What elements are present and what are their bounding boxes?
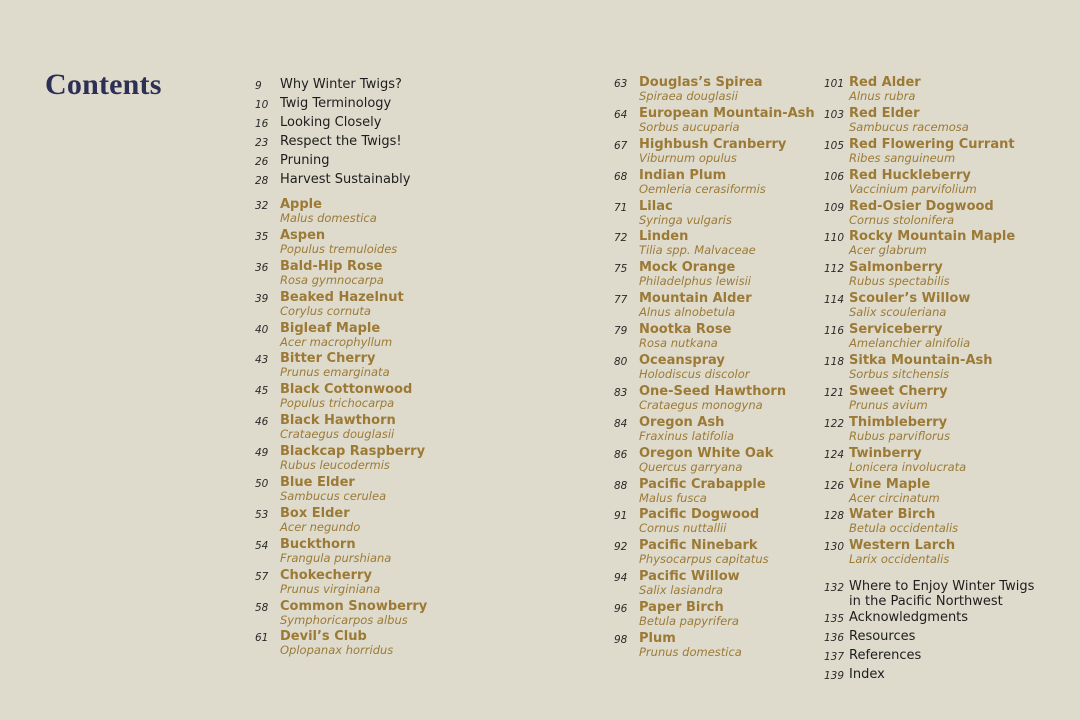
toc-entry[interactable]: [255, 152, 427, 171]
page-number: 118: [824, 356, 845, 369]
toc-plant-entry[interactable]: [824, 107, 1034, 138]
toc-entry[interactable]: [824, 609, 1034, 628]
toc-plant-entry[interactable]: [614, 200, 815, 231]
plant-latin-name: Malus fusca: [639, 490, 707, 505]
toc-plant-entry[interactable]: [255, 322, 427, 353]
page-number: 124: [824, 448, 845, 461]
toc-plant-entry[interactable]: [614, 570, 815, 601]
plant-latin-name: Sorbus sitchensis: [849, 367, 950, 382]
entry-title: Looking Closely: [280, 115, 382, 130]
toc-plant-entry[interactable]: [614, 478, 815, 509]
page-number: 83: [614, 386, 628, 399]
page-number: 130: [824, 541, 845, 554]
plant-latin-name: Crataegus monogyna: [639, 397, 763, 412]
plant-common-name: Box Elder: [280, 505, 350, 521]
page-number: 45: [255, 385, 269, 398]
plant-common-name: Bitter Cherry: [280, 351, 376, 367]
toc-plant-entry[interactable]: [824, 200, 1034, 231]
toc-plant-entry[interactable]: [824, 138, 1034, 169]
plant-latin-name: Sambucus racemosa: [849, 119, 969, 134]
page-number: 77: [614, 294, 628, 307]
entry-title: References: [849, 648, 922, 664]
plant-latin-name: Malus domestica: [280, 211, 377, 225]
toc-plant-entry[interactable]: [824, 385, 1034, 416]
plant-latin-name: Acer circinatum: [849, 490, 940, 505]
page-number: 136: [824, 632, 845, 645]
toc-plant-entry[interactable]: [614, 323, 815, 354]
entry-title: Twig Terminology: [280, 96, 392, 111]
plant-common-name: Pacific Willow: [639, 569, 740, 585]
page-number: 139: [824, 670, 845, 683]
plant-common-name: Bigleaf Maple: [280, 320, 381, 336]
plant-latin-name: Prunus emarginata: [280, 365, 390, 380]
plant-common-name: Black Hawthorn: [280, 413, 396, 429]
plant-common-name: Chokecherry: [280, 567, 372, 583]
page-number: 121: [824, 386, 845, 399]
page-number: 105: [824, 139, 845, 152]
plant-common-name: Salmonberry: [849, 260, 943, 276]
plant-latin-name: Ribes sanguineum: [849, 150, 956, 165]
page-number: 88: [614, 479, 628, 492]
page-number: 68: [614, 170, 628, 183]
entry-title: Where to Enjoy Winter Twigs: [849, 579, 1035, 595]
page-number: 49: [255, 447, 269, 460]
toc-plant-entry[interactable]: [255, 291, 427, 322]
toc-plant-entry[interactable]: [614, 354, 815, 385]
plant-latin-name: Symphoricarpos albus: [280, 612, 408, 627]
toc-plant-entry[interactable]: [614, 261, 815, 292]
plant-common-name: Thimbleberry: [849, 414, 948, 430]
page-number: 61: [255, 632, 269, 645]
entry-title: Respect the Twigs!: [280, 134, 402, 149]
entry-title: Index: [849, 667, 885, 683]
toc-plant-entry[interactable]: [824, 416, 1034, 447]
page-number: 57: [255, 570, 269, 583]
plant-common-name: Pacific Ninebark: [639, 538, 758, 554]
toc-plant-entry[interactable]: [614, 447, 815, 478]
toc-plant-entry[interactable]: [824, 323, 1034, 354]
plant-common-name: One-Seed Hawthorn: [639, 383, 787, 399]
entry-title-continued: in the Pacific Northwest: [849, 594, 1003, 610]
plant-common-name: Western Larch: [849, 538, 956, 554]
toc-plant-entry[interactable]: [614, 416, 815, 447]
plant-common-name: Buckthorn: [280, 536, 356, 552]
plant-common-name: Blackcap Raspberry: [280, 444, 426, 460]
plant-latin-name: Rubus parviflorus: [849, 428, 951, 443]
toc-plant-entry[interactable]: [614, 539, 815, 570]
plant-common-name: Pacific Dogwood: [639, 507, 760, 523]
plant-latin-name: Alnus rubra: [849, 89, 916, 103]
toc-entry[interactable]: [255, 76, 427, 95]
entry-title: Harvest Sustainably: [280, 172, 411, 187]
toc-plant-entry[interactable]: [255, 445, 427, 476]
page-number: 43: [255, 354, 269, 367]
toc-plant-entry[interactable]: [255, 476, 427, 507]
entry-title: Why Winter Twigs?: [280, 77, 402, 92]
page-number: 53: [255, 508, 269, 521]
page-number: 58: [255, 601, 269, 614]
toc-plant-entry[interactable]: [255, 383, 427, 414]
plant-latin-name: Philadelphus lewisii: [639, 274, 752, 289]
plant-common-name: Oceanspray: [639, 353, 725, 369]
entry-title: Acknowledgments: [849, 610, 969, 626]
page-number: 135: [824, 613, 845, 626]
toc-plant-entry[interactable]: [614, 138, 815, 169]
page-number: 101: [824, 78, 845, 90]
toc-plant-entry[interactable]: [824, 508, 1034, 539]
toc-plant-entry[interactable]: [614, 385, 815, 416]
toc-plant-entry[interactable]: [824, 261, 1034, 292]
plant-common-name: Black Cottonwood: [280, 382, 413, 398]
toc-plant-entry[interactable]: [824, 539, 1034, 570]
toc-plant-entry[interactable]: [824, 169, 1034, 200]
plant-common-name: Sitka Mountain-Ash: [849, 353, 993, 369]
plant-common-name: Nootka Rose: [639, 322, 732, 338]
page-number: 84: [614, 417, 628, 430]
page-number: 110: [824, 232, 845, 245]
plant-latin-name: Oemleria cerasiformis: [639, 181, 766, 196]
plant-common-name: Serviceberry: [849, 322, 943, 338]
page-number: 137: [824, 651, 845, 664]
plant-latin-name: Salix scouleriana: [849, 305, 947, 320]
page-number: 92: [614, 541, 628, 554]
toc-plant-entry[interactable]: [255, 352, 427, 383]
toc-plant-entry[interactable]: [824, 230, 1034, 261]
plant-common-name: Apple: [280, 197, 322, 212]
page-number: 39: [255, 292, 269, 305]
plant-latin-name: Tilia spp. Malvaceae: [639, 243, 756, 258]
plant-latin-name: Spiraea douglasii: [639, 89, 738, 103]
page-title: Contents: [45, 68, 162, 101]
plant-latin-name: Prunus virginiana: [280, 581, 381, 596]
plant-latin-name: Corylus cornuta: [280, 303, 371, 318]
plant-latin-name: Sorbus aucuparia: [639, 119, 740, 134]
page-number: 79: [614, 325, 628, 338]
plant-common-name: Beaked Hazelnut: [280, 289, 404, 305]
plant-common-name: Lilac: [639, 198, 673, 214]
toc-plant-entry[interactable]: [255, 414, 427, 445]
plant-latin-name: Betula occidentalis: [849, 521, 959, 536]
plant-common-name: Sweet Cherry: [849, 383, 948, 399]
page-number: 94: [614, 572, 628, 585]
toc-plant-entry[interactable]: [824, 354, 1034, 385]
toc-plant-entry[interactable]: [255, 630, 427, 661]
plant-latin-name: Populus tremuloides: [280, 241, 398, 256]
toc-entry[interactable]: [824, 666, 1034, 685]
page-number: 54: [255, 539, 269, 552]
plant-common-name: Vine Maple: [849, 476, 931, 492]
plant-common-name: Mock Orange: [639, 260, 736, 276]
toc-plant-entry[interactable]: [824, 447, 1034, 478]
page-number: 116: [824, 325, 845, 338]
toc-plant-entry[interactable]: [614, 107, 815, 138]
page-number: 72: [614, 232, 628, 245]
plant-common-name: European Mountain-Ash: [639, 105, 815, 121]
page-number: 50: [255, 478, 269, 491]
toc-entry[interactable]: [824, 578, 1034, 609]
page-number: 71: [614, 201, 628, 214]
toc-plant-entry[interactable]: [255, 229, 427, 260]
page-number: 9: [255, 80, 262, 92]
plant-common-name: Red Flowering Currant: [849, 136, 1015, 152]
toc-plant-entry[interactable]: [614, 230, 815, 261]
plant-common-name: Oregon Ash: [639, 414, 725, 430]
plant-common-name: Water Birch: [849, 507, 936, 523]
plant-latin-name: Populus trichocarpa: [280, 396, 395, 411]
toc-plant-entry[interactable]: [824, 292, 1034, 323]
page-number: 35: [255, 230, 269, 243]
plant-common-name: Douglas’s Spirea: [639, 75, 763, 90]
plant-latin-name: Larix occidentalis: [849, 552, 950, 567]
page-number: 40: [255, 323, 269, 336]
plant-latin-name: Fraxinus latifolia: [639, 428, 735, 443]
page-number: 122: [824, 417, 845, 430]
plant-common-name: Aspen: [280, 227, 326, 243]
toc-column-3: [824, 76, 1034, 685]
plant-latin-name: Rubus leucodermis: [280, 458, 390, 473]
plant-common-name: Indian Plum: [639, 167, 727, 183]
plant-common-name: Mountain Alder: [639, 291, 752, 307]
toc-plant-entry[interactable]: [614, 632, 815, 663]
plant-latin-name: Amelanchier alnifolia: [849, 336, 971, 351]
plant-latin-name: Prunus domestica: [639, 645, 742, 660]
plant-latin-name: Rubus spectabilis: [849, 274, 950, 289]
entry-title: Resources: [849, 629, 916, 645]
plant-latin-name: Lonicera involucrata: [849, 459, 967, 474]
plant-common-name: Pacific Crabapple: [639, 476, 766, 492]
toc-entry[interactable]: [824, 647, 1034, 666]
plant-latin-name: Prunus avium: [849, 397, 928, 412]
toc-plant-entry[interactable]: [255, 538, 427, 569]
plant-latin-name: Vaccinium parvifolium: [849, 181, 977, 196]
plant-latin-name: Acer macrophyllum: [280, 334, 393, 349]
toc-entry[interactable]: [255, 133, 427, 152]
toc-plant-entry[interactable]: [614, 292, 815, 323]
toc-plant-entry[interactable]: [614, 508, 815, 539]
page-number: 106: [824, 170, 845, 183]
plant-latin-name: Cornus stolonifera: [849, 212, 955, 227]
plant-latin-name: Oplopanax horridus: [280, 643, 394, 658]
page-number: 103: [824, 108, 845, 121]
page-number: 128: [824, 510, 845, 523]
plant-latin-name: Acer negundo: [280, 519, 361, 534]
toc-column-1: [255, 76, 427, 661]
plant-common-name: Red Elder: [849, 105, 920, 121]
plant-common-name: Linden: [639, 229, 689, 245]
toc-entry[interactable]: [824, 628, 1034, 647]
toc-plant-entry[interactable]: [255, 507, 427, 538]
page-number: 86: [614, 448, 628, 461]
plant-latin-name: Holodiscus discolor: [639, 367, 750, 382]
plant-common-name: Red Alder: [849, 75, 921, 90]
plant-common-name: Red-Osier Dogwood: [849, 198, 994, 214]
toc-plant-entry[interactable]: [255, 569, 427, 600]
page-number: 80: [614, 356, 628, 369]
plant-latin-name: Crataegus douglasii: [280, 427, 395, 442]
toc-entry[interactable]: [255, 171, 427, 190]
plant-latin-name: Rosa nutkana: [639, 336, 718, 351]
plant-common-name: Oregon White Oak: [639, 445, 774, 461]
page-number: 126: [824, 479, 845, 492]
page-number: 26: [255, 156, 269, 168]
toc-column-2: [614, 76, 815, 663]
plant-latin-name: Syringa vulgaris: [639, 212, 732, 227]
plant-latin-name: Quercus garryana: [639, 459, 743, 474]
page-number: 16: [255, 118, 269, 130]
page-number: 67: [614, 139, 628, 152]
toc-plant-entry[interactable]: [255, 198, 427, 229]
plant-common-name: Highbush Cranberry: [639, 136, 787, 152]
page-number: 109: [824, 201, 845, 214]
toc-plant-entry[interactable]: [614, 169, 815, 200]
plant-latin-name: Viburnum opulus: [639, 150, 737, 165]
plant-common-name: Paper Birch: [639, 600, 724, 616]
plant-latin-name: Frangula purshiana: [280, 550, 392, 565]
entry-title: Pruning: [280, 153, 330, 168]
plant-common-name: Rocky Mountain Maple: [849, 229, 1016, 245]
plant-common-name: Scouler’s Willow: [849, 291, 971, 307]
plant-latin-name: Sambucus cerulea: [280, 489, 387, 504]
page-number: 23: [255, 137, 269, 149]
plant-common-name: Red Huckleberry: [849, 167, 971, 183]
toc-plant-entry[interactable]: [614, 76, 815, 107]
toc-entry[interactable]: [255, 95, 427, 114]
toc-entry[interactable]: [255, 114, 427, 133]
plant-common-name: Blue Elder: [280, 475, 355, 491]
toc-plant-entry[interactable]: [255, 600, 427, 631]
page-number: 112: [824, 263, 845, 276]
toc-plant-entry[interactable]: [824, 478, 1034, 509]
plant-latin-name: Cornus nuttallii: [639, 521, 727, 536]
plant-latin-name: Acer glabrum: [849, 243, 927, 258]
page-number: 98: [614, 634, 628, 647]
page-number: 10: [255, 99, 269, 111]
page-number: 114: [824, 294, 845, 307]
plant-common-name: Plum: [639, 631, 676, 647]
page-number: 63: [614, 78, 628, 90]
plant-common-name: Bald-Hip Rose: [280, 258, 383, 274]
plant-latin-name: Salix lasiandra: [639, 583, 724, 598]
plant-latin-name: Physocarpus capitatus: [639, 552, 769, 567]
page-number: 64: [614, 108, 628, 121]
page-number: 32: [255, 200, 269, 212]
toc-plant-entry[interactable]: [255, 260, 427, 291]
plant-latin-name: Rosa gymnocarpa: [280, 272, 384, 287]
page-number: 36: [255, 261, 269, 274]
plant-common-name: Devil’s Club: [280, 629, 367, 645]
page-number: 28: [255, 175, 269, 187]
page-number: 91: [614, 510, 628, 523]
page-number: 75: [614, 263, 628, 276]
plant-latin-name: Betula papyrifera: [639, 614, 739, 629]
page-number: 46: [255, 416, 269, 429]
page-number: 96: [614, 603, 628, 616]
toc-plant-entry[interactable]: [824, 76, 1034, 107]
plant-common-name: Common Snowberry: [280, 598, 428, 614]
page-number: 132: [824, 582, 845, 595]
toc-plant-entry[interactable]: [614, 601, 815, 632]
plant-common-name: Twinberry: [849, 445, 922, 461]
plant-latin-name: Alnus alnobetula: [639, 305, 736, 320]
